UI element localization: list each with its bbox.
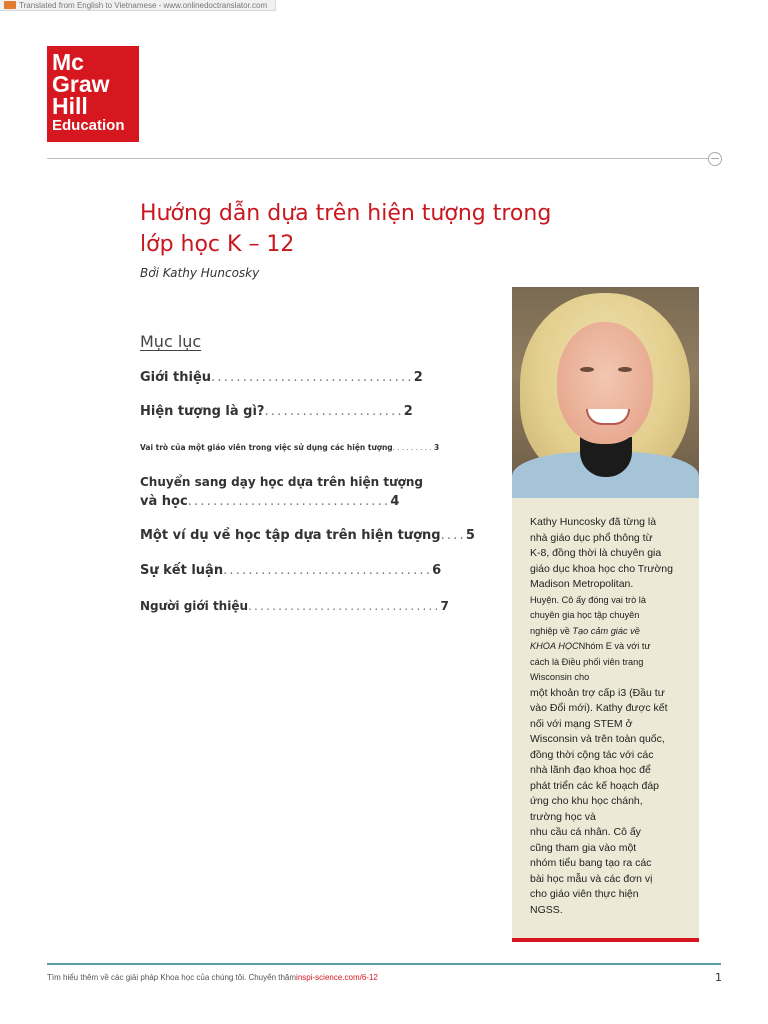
author-photo [512, 287, 699, 498]
toc-entry-teacher-role[interactable]: Vai trò của một giáo viên trong việc sử dụng các hiện tượng.........3 [140, 443, 440, 452]
toc-entry-shift-line2[interactable]: và học................................4 [140, 494, 400, 509]
footer-link[interactable]: inspi-science.com/6-12 [296, 973, 378, 982]
author-bio: Kathy Huncosky đã từng là nhà giáo dục phổ thông từ K-8, đồng thời là chuyên gia giáo dục khoa học cho Trường Madison Metropolitan. Huyện. Cô ấy đóng vai trò là chuyên gia học tập chuyên nghiệp về Tạo cảm giác về KHOA HỌCNhóm E và với tư cách là Điều phối viên trang Wisconsin cho một khoản trợ cấp i3 (Đầu tư vào Đổi mới). Kathy được kết nối với mạng STEM ở Wisconsin và trên toàn quốc, đồng thời cộng tác với các nhà lãnh đạo khoa học để phát triển các kế hoạch đáp ứng cho khu học chánh, trường học và nhu cầu cá nhân. Cô ấy cũng tham gia vào một nhóm tiểu bang tạo ra các bài học mẫu và các đơn vị cho giáo viên thực hiện NGSS. [512, 498, 699, 942]
toc-heading: Mục lục [140, 332, 202, 351]
toc-entry-phenomena[interactable]: Hiện tượng là gì?......................2 [140, 404, 413, 419]
toc-entry-intro[interactable]: Giới thiệu................................2 [140, 370, 423, 385]
translation-banner[interactable] [0, 0, 276, 11]
author-byline: Bởi Kathy Huncosky [140, 266, 260, 280]
footer-text: Tìm hiểu thêm về các giải pháp Khoa học của chúng tôi. Chuyến thăminspi-science.com/6-12 [47, 973, 378, 982]
toc-entry-references[interactable]: Người giới thiệu................................7 [140, 599, 449, 613]
header-divider [47, 158, 709, 159]
divider-circle-icon [708, 152, 722, 166]
footer-divider [47, 963, 721, 965]
page-number: 1 [715, 971, 722, 984]
toc-entry-conclusion[interactable]: Sự kết luận.................................6 [140, 563, 442, 578]
toc-entry-example[interactable]: Một ví dụ về học tập dựa trên hiện tượng....5 [140, 528, 475, 543]
banner-text[interactable]: Translated from English to Vietnamese - www.onlinedoctranslator.com [19, 0, 268, 10]
mcgraw-hill-logo: Mc Graw Hill Education [47, 46, 139, 142]
translator-icon [4, 1, 16, 9]
document-title: Hướng dẫn dựa trên hiện tượng trong lớp học K – 12 [140, 201, 552, 257]
toc-entry-shift-line1[interactable]: Chuyển sang dạy học dựa trên hiện tượng [140, 475, 423, 489]
